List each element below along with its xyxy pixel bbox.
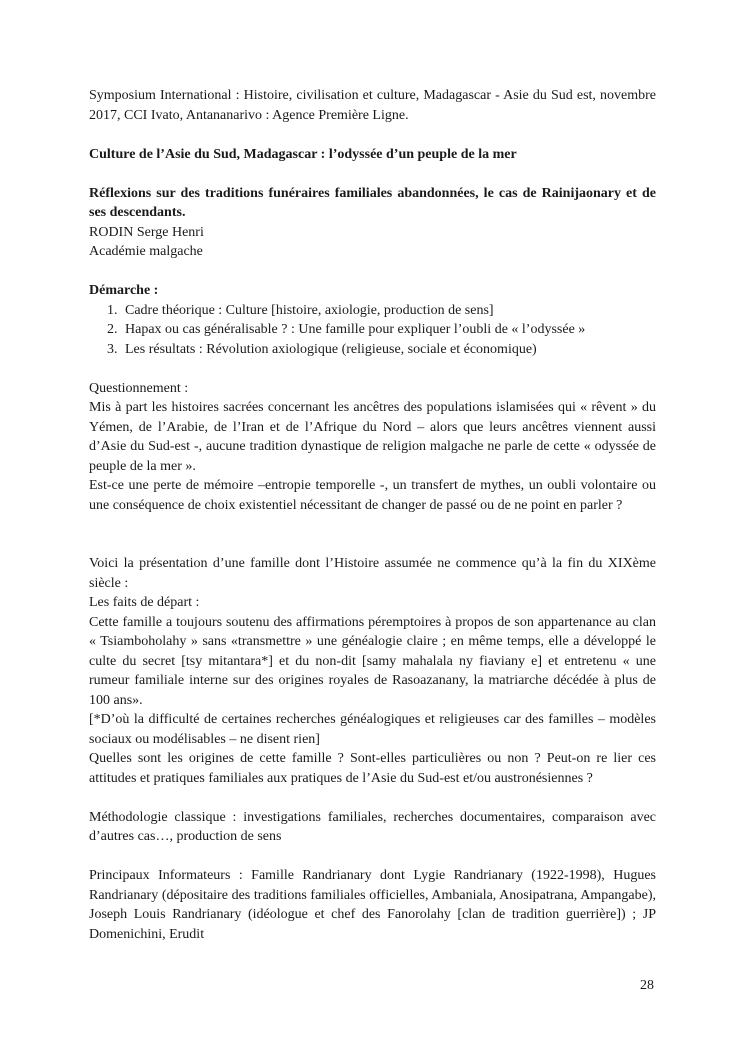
demarche-heading: Démarche : [89, 283, 159, 298]
list-item: 3. Les résultats : Révolution axiologique (religieuse, sociale et économique) [107, 341, 537, 357]
page-number: 28 [640, 978, 654, 993]
author-institution: Académie malgache [89, 244, 203, 259]
questionnement-paragraph: Mis à part les histoires sacrées concernant les ancêtres des populations islamisées qui « rêvent » du Yémen, de l’Arabie, de l’Iran et de l’Afrique du Nord – alors que leurs ancêtres viennent aussi d’Asie du Sud-est -, aucune tradition dynastique de religion malgache ne parle de cette « odyssée de peuple de la mer ». [89, 400, 656, 474]
article-title: Réflexions sur des traditions funéraires familiales abandonnées, le cas de Rainijaonary et de ses descendants. [89, 185, 656, 220]
faits-paragraph: Cette famille a toujours soutenu des affirmations péremptoires à propos de son appartenance au clan « Tsiamboholahy » sans «transmettre » une généalogie claire ; en même temps, elle a développé le culte du secret [tsy mitantara*] et du non-dit [samy mahalala ny fiaviany e] et entretenu « une rumeur familiale interne sur des origines royales de Rasoazanany, la matriarche décédée à plus de 100 ans». [89, 614, 656, 708]
author-name: RODIN Serge Henri [89, 224, 204, 240]
document-page [89, 86, 656, 944]
footnote-paragraph: [*D’où la difficulté de certaines recherches généalogiques et religieuses car des familles – modèles sociaux ou modélisables – ne disent rien] [89, 712, 656, 747]
methodologie-paragraph: Méthodologie classique : investigations familiales, recherches documentaires, comparaison avec d’autres cas…, production de sens [89, 809, 656, 844]
questionnement-heading: Questionnement : [89, 380, 189, 396]
informateurs-paragraph: Principaux Informateurs : Famille Randrianary dont Lygie Randrianary (1922-1998), Hugues Randrianary (dépositaire des traditions familiales officielles, Ambaniala, Anosipatrana, Ampangabe), Joseph Louis Randrianary (idéologue et chef des Fanorolahy [clan de tradition guerrière]) ; JP Domenichini, Erudit [89, 868, 656, 942]
question-paragraph: Quelles sont les origines de cette famille ? Sont-elles particulières ou non ? Peut-on re lier ces attitudes et pratiques familiales aux pratiques de l’Asie du Sud-est et/ou austronésiennes ? [89, 751, 656, 786]
presentation-intro: Voici la présentation d’une famille dont l’Histoire assumée ne commence qu’à la fin du XIXème siècle : [89, 556, 656, 591]
symposium-header: Symposium International : Histoire, civilisation et culture, Madagascar - Asie du Sud est, novembre 2017, CCI Ivato, Antananarivo : Agence Première Ligne. [89, 88, 656, 123]
section-title: Culture de l’Asie du Sud, Madagascar : l’odyssée d’un peuple de la mer [89, 146, 517, 162]
demarche-list [89, 301, 656, 360]
list-item: 2. Hapax ou cas généralisable ? : Une famille pour expliquer l’oubli de « l’odyssée » [107, 322, 586, 337]
questionnement-paragraph-2: Est-ce une perte de mémoire –entropie temporelle -, un transfert de mythes, un oubli volontaire ou une conséquence de choix existentiel nécessitant de changer de passé ou de ne point en parler ? [89, 478, 656, 513]
faits-label: Les faits de départ : [89, 595, 200, 610]
list-item: 1. Cadre théorique : Culture [histoire, axiologie, production de sens] [107, 302, 494, 318]
